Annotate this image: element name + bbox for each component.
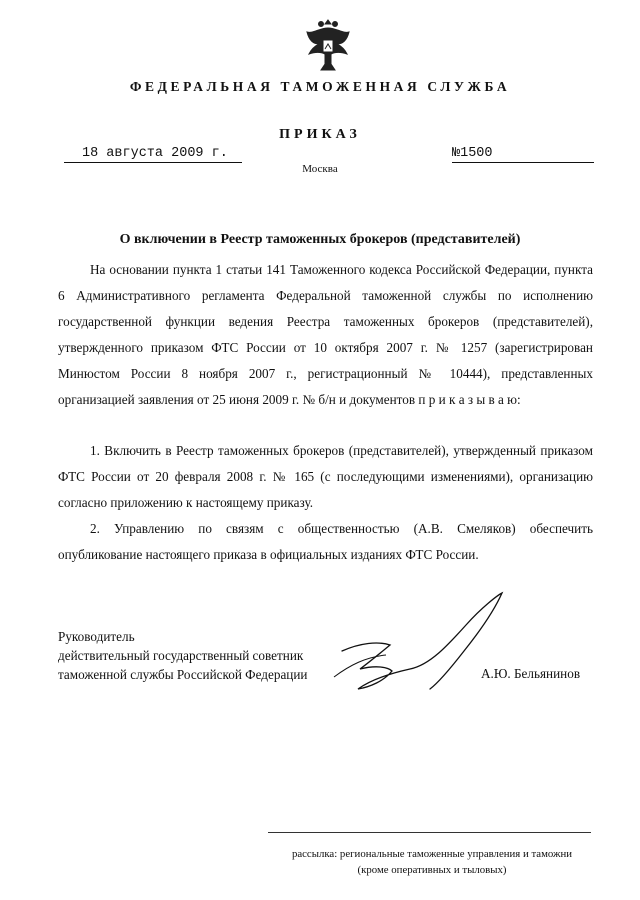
order-subject: О включении в Реестр таможенных брокеров (представителей) [119,232,521,247]
signer-title-line: таможенной службы Российской Федерации [58,667,308,682]
distribution-note: (кроме оперативных и тыловых) [357,864,507,876]
order-date: 18 августа 2009 г. [64,145,242,163]
signer-name: А.Ю. Бельянинов [481,666,581,681]
paragraph-basis [58,257,593,413]
paragraph-item-1 [58,438,593,516]
order-number: №1500 [452,145,594,163]
russian-coat-of-arms-icon [301,14,355,74]
signer-title-line: действительный государственный советник [58,648,304,663]
paragraph-item-2 [58,516,593,568]
distribution-list: рассылка: региональные таможенные управления и таможни [291,848,573,860]
paragraph-text: 1. Включить в Реестр таможенных брокеров (представителей), утвержденный приказом ФТС России от 20 февраля 2008 г. № 165 (с последующими изменениями), организацию согласно приложению к настоящему приказу. [58,443,593,510]
order-city: Москва [302,163,338,175]
distribution-divider [268,832,591,833]
paragraph-text: На основании пункта 1 статьи 141 Таможенного кодекса Российской Федерации, пункта 6 Административного регламента Федеральной таможенной службы по исполнению государственной функции ведения Реестра таможенных брокеров (представителей), утвержденного приказом ФТС России от 10 октября 2007 г. № 1257 (зарегистрирован Минюстом России 8 ноября 2007 г., регистрационный № 10444), представленных организацией заявления от 25 июня 2009 г. № б/н и документов п р и к а з ы в а ю: [58,262,593,407]
signer-title-line: Руководитель [58,629,135,644]
agency-name: ФЕДЕРАЛЬНАЯ ТАМОЖЕННАЯ СЛУЖБА [129,79,511,94]
paragraph-text: 2. Управлению по связям с общественностью (А.В. Смеляков) обеспечить опубликование настоящего приказа в официальных изданиях ФТС России. [58,521,593,562]
order-title: ПРИКАЗ [279,127,361,142]
signer-block [58,627,307,684]
